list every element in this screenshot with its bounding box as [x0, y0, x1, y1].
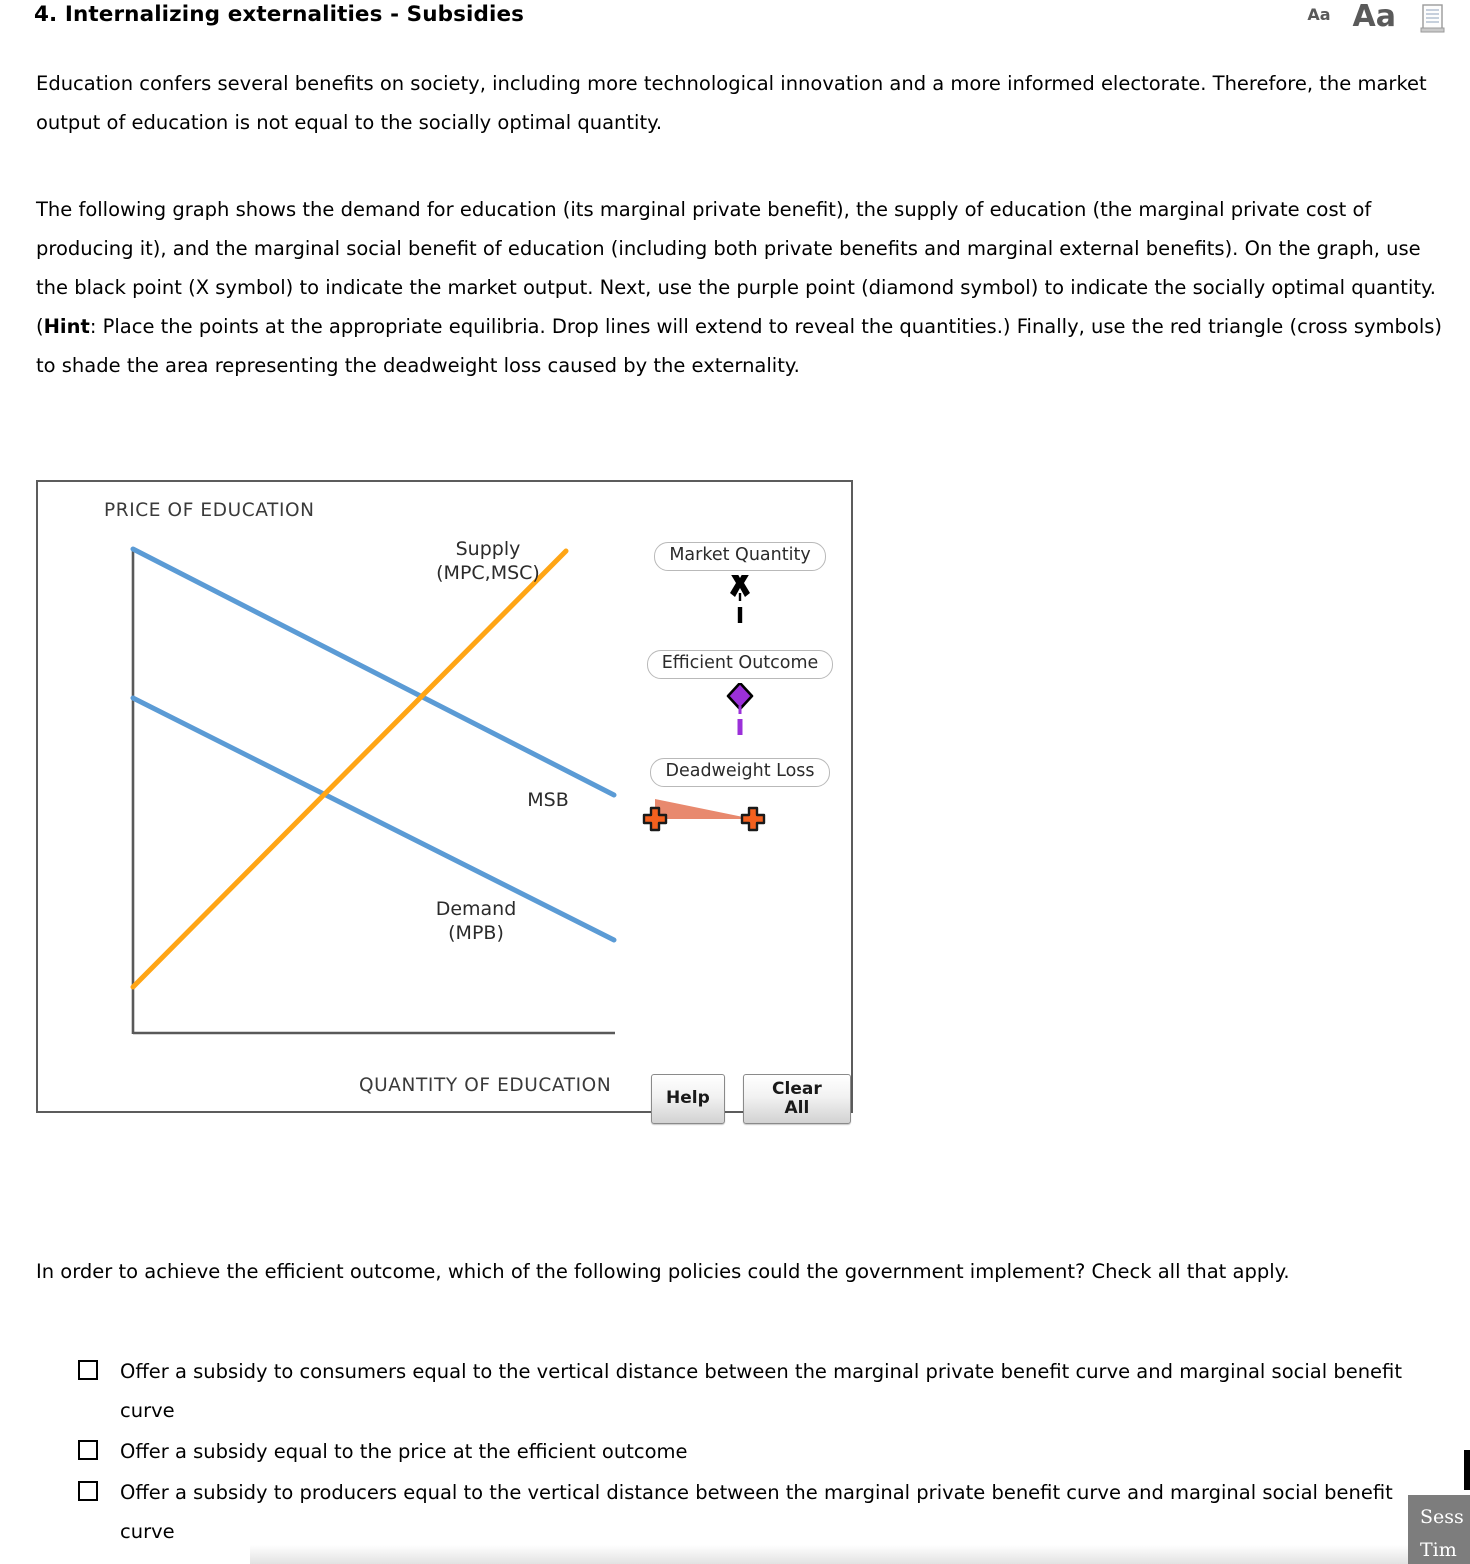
instructions-part2: : Place the points at the appropriate equilibria. Drop lines will extend to reveal the quantities.) Finally, use the red triangle (cross symbols) to shade the area representing the deadweight loss caused by the externality.	[36, 315, 1443, 377]
print-icon[interactable]	[1418, 3, 1448, 33]
tool-deadweight-loss-marker[interactable]	[635, 791, 845, 853]
checkbox-option-2-label: Offer a subsidy equal to the price at the efficient outcome	[120, 1440, 688, 1463]
hint-keyword: Hint	[43, 315, 90, 338]
instructions-paragraph	[36, 190, 1448, 385]
clear-all-button[interactable]: Clear All	[743, 1074, 851, 1124]
checkbox-option-1-label: Offer a subsidy to consumers equal to the vertical distance between the marginal private benefit curve and marginal social benefit curve	[120, 1360, 1402, 1422]
list-item[interactable]	[78, 1432, 1448, 1471]
tool-market-quantity-marker[interactable]	[635, 575, 845, 637]
session-timer-line1: Sess	[1420, 1506, 1464, 1528]
intro-paragraph: Education confers several benefits on society, including more technological innovation and a more informed electorate. Therefore, the market output of education is not equal to the socially optimal quantity.	[36, 72, 1427, 134]
x-marker-icon[interactable]	[635, 575, 845, 637]
tool-deadweight-loss-label[interactable]: Deadweight Loss	[650, 758, 829, 787]
tool-efficient-outcome-label[interactable]: Efficient Outcome	[647, 650, 834, 679]
demand-label-line1: Demand	[435, 898, 517, 920]
tool-market-quantity-label[interactable]: Market Quantity	[654, 542, 825, 571]
scroll-edge-marker	[1464, 1450, 1470, 1490]
demand-curve-label	[396, 897, 556, 945]
checkbox-option-1[interactable]	[78, 1360, 98, 1380]
session-timer-line2: Tim	[1420, 1539, 1457, 1561]
supply-curve-label	[418, 537, 558, 585]
tool-efficient-outcome-marker[interactable]	[635, 683, 845, 745]
page-bottom-fade	[250, 1545, 1410, 1564]
list-item[interactable]	[78, 1473, 1448, 1551]
policy-checkbox-list[interactable]	[78, 1352, 1448, 1553]
followup-question: In order to achieve the efficient outcome, which of the following policies could the government implement? Check all that apply.	[36, 1260, 1290, 1283]
font-size-controls	[1307, 0, 1448, 34]
help-button[interactable]: Help	[651, 1074, 725, 1124]
supply-label-line1: Supply	[455, 538, 521, 560]
x-axis-title: QUANTITY OF EDUCATION	[359, 1075, 612, 1096]
page-title: 4. Internalizing externalities - Subsidies	[34, 2, 525, 27]
diamond-marker-icon[interactable]	[635, 683, 845, 745]
msb-curve-label: MSB	[527, 789, 569, 811]
y-axis-title: PRICE OF EDUCATION	[104, 500, 315, 521]
supply-label-line2: (MPC,MSC)	[436, 562, 540, 584]
tool-market-quantity[interactable]	[635, 542, 845, 637]
msb-curve	[133, 549, 614, 795]
list-item[interactable]	[78, 1352, 1448, 1430]
tool-efficient-outcome[interactable]	[635, 650, 845, 745]
page-header	[0, 0, 1470, 44]
checkbox-option-3-label: Offer a subsidy to producers equal to the vertical distance between the marginal private benefit curve and marginal social benefit curve	[120, 1481, 1393, 1543]
decrease-font-button[interactable]: Aa	[1307, 5, 1331, 24]
graph-panel[interactable]	[36, 480, 853, 1118]
checkbox-option-3[interactable]	[78, 1481, 98, 1501]
demand-label-line2: (MPB)	[448, 922, 504, 944]
increase-font-button[interactable]: Aa	[1352, 0, 1396, 34]
instructions-part1: The following graph shows the demand for education (its marginal private benefit), the supply of education (the marginal private cost of producing it), and the marginal social benefit of education (including both private benefits and marginal external benefits). On the graph, use the black point (X symbol) to indicate the market output. Next, use the purple point (diamond symbol) to indicate the socially optimal quantity. (	[36, 198, 1436, 338]
tool-deadweight-loss[interactable]	[635, 758, 845, 853]
cross-triangle-icon[interactable]	[635, 791, 845, 853]
session-timer-tab[interactable]	[1408, 1495, 1470, 1564]
graph-button-bar[interactable]	[651, 1074, 851, 1124]
checkbox-option-2[interactable]	[78, 1440, 98, 1460]
